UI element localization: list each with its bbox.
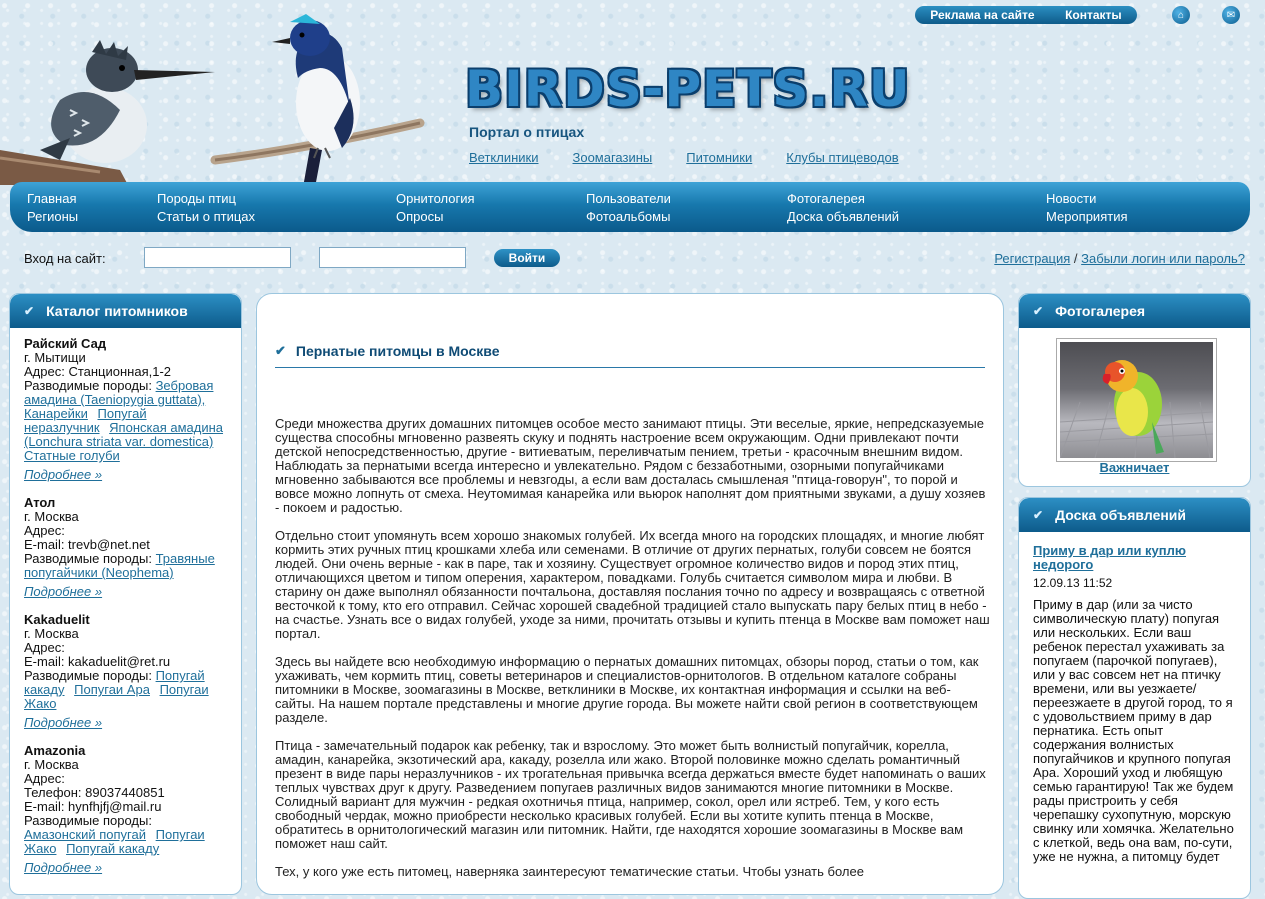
breed-link[interactable]: Попугаи Жако	[24, 827, 205, 856]
contacts-link[interactable]: Контакты	[1065, 8, 1122, 22]
login-password-input[interactable]	[319, 247, 466, 268]
login-bar	[0, 245, 1265, 273]
main-menu	[10, 182, 1250, 232]
nursery-name: Райский Сад	[24, 336, 107, 351]
more-link[interactable]: Подробнее »	[24, 467, 103, 482]
login-username-input[interactable]	[144, 247, 291, 268]
menu-column	[396, 190, 475, 226]
nursery-address: Адрес:	[24, 523, 65, 538]
breed-link[interactable]: Попугай какаду	[24, 668, 205, 697]
top-links-bar	[915, 6, 1137, 24]
site-logo[interactable]: BIRDS-PETS.RU	[465, 60, 911, 118]
menu-column	[586, 190, 671, 226]
breed-link[interactable]: Японская амадина (Lonchura striata var. domestica)	[24, 420, 224, 449]
menu-column	[157, 190, 255, 226]
panel-header	[10, 294, 241, 328]
register-link[interactable]: Регистрация	[994, 251, 1071, 266]
nursery-city: г. Мытищи	[24, 350, 86, 365]
breeds-label: Разводимые породы:	[24, 551, 152, 566]
menu-column	[27, 190, 78, 226]
ad-title-link[interactable]: Приму в дар или куплю недорого	[1033, 543, 1187, 572]
registration-links	[994, 251, 1245, 266]
menu-item-ads-board[interactable]: Доска объявлений	[787, 209, 900, 224]
bird-bullet-icon: ✔	[1033, 304, 1044, 318]
menu-item-photo-albums[interactable]: Фотоальбомы	[586, 209, 671, 224]
more-link[interactable]: Подробнее »	[24, 715, 103, 730]
nursery-address: Адрес:	[24, 771, 65, 786]
nursery-item	[10, 613, 241, 730]
menu-item-users[interactable]: Пользователи	[586, 191, 671, 206]
nursery-city: г. Москва	[24, 757, 79, 772]
breed-link[interactable]: Амазонский попугай	[24, 827, 146, 842]
article-body	[275, 417, 990, 893]
nursery-email: E-mail: hynfhjfj@mail.ru	[24, 799, 162, 814]
article-paragraph: Среди множества других домашних питомцев особое место занимают птицы. Эти веселые, яркие, непредсказуемые существа способны мгновенно развеять скуку и поднять настроение всем окружающим. Одни привлекают почти детской непосредственностью, другие - витиеватым, переливчатым пением, третьи - красочным внешним видом. Наблюдать за пернатыми всегда интересно и увлекательно. Рядом с беззаботными, озорными попугайчиками мгновенно забываются все проблемы и невзгоды, а если вам досталась смышленая "птица-говорун", то порой и вовсе можно лопнуть от смеха. Неутомимая канарейка или вьюрок наполнят дом приятными звуками, а душу хозяев - покоем и радостью.	[275, 416, 986, 515]
ads-title: Доска объявлений	[1055, 507, 1187, 523]
nursery-name: Kakaduelit	[24, 612, 90, 627]
menu-item-regions[interactable]: Регионы	[27, 209, 79, 224]
menu-item-ornithology[interactable]: Орнитология	[396, 191, 475, 206]
menu-item-breeds[interactable]: Породы птиц	[157, 191, 236, 206]
kingfisher-illustration	[0, 40, 230, 185]
article-paragraph: Тех, у кого уже есть питомец, наверняка заинтересуют тематические статьи. Чтобы узнать более	[275, 864, 864, 879]
nursery-breeds	[24, 552, 227, 580]
header-sublinks	[469, 150, 899, 165]
bird-bullet-icon: ✔	[1033, 508, 1044, 522]
breed-link[interactable]: Попугай какаду	[66, 841, 160, 856]
login-button[interactable]: Войти	[494, 249, 560, 267]
more-link[interactable]: Подробнее »	[24, 860, 103, 875]
panel-header	[1019, 294, 1250, 328]
nursery-catalog-panel	[9, 293, 242, 895]
nursery-name: Amazonia	[24, 743, 86, 758]
menu-item-polls[interactable]: Опросы	[396, 209, 444, 224]
menu-item-home[interactable]: Главная	[27, 191, 77, 206]
breed-link[interactable]: Травяные попугайчики (Neophema)	[24, 551, 215, 580]
nursery-email: E-mail: trevb@net.net	[24, 537, 150, 552]
gallery-title: Фотогалерея	[1055, 303, 1146, 319]
breed-link[interactable]: Попугаи Жако	[24, 682, 209, 711]
ads-board-panel	[1018, 497, 1251, 899]
article-header	[275, 334, 985, 368]
bird-bullet-icon: ✔	[275, 342, 286, 358]
photo-gallery-panel	[1018, 293, 1251, 487]
bird-bullet-icon: ✔	[24, 304, 35, 318]
nursery-breeds	[24, 379, 227, 463]
ad-date: 12.09.13 11:52	[1033, 576, 1113, 590]
breeds-label: Разводимые породы:	[24, 668, 152, 683]
site-header	[0, 0, 1265, 185]
breeds-label: Разводимые породы:	[24, 813, 152, 828]
nursery-address: Адрес:	[24, 640, 65, 655]
mail-icon[interactable]: ✉	[1222, 6, 1240, 24]
article-panel	[256, 293, 1004, 895]
more-link[interactable]: Подробнее »	[24, 584, 103, 599]
nursery-list	[10, 337, 241, 875]
breed-link[interactable]: Попугай неразлучник	[24, 406, 147, 435]
nursery-item	[10, 337, 241, 482]
lovebird-image	[1060, 342, 1213, 458]
nursery-phone: Телефон: 89037440851	[24, 785, 165, 800]
lovebird-photo[interactable]	[1060, 342, 1213, 458]
nursery-city: г. Москва	[24, 626, 79, 641]
menu-item-photo-gallery[interactable]: Фотогалерея	[787, 191, 865, 206]
menu-item-events[interactable]: Мероприятия	[1046, 209, 1128, 224]
portal-subtitle: Портал о птицах	[469, 124, 585, 140]
magpie-robin-illustration	[210, 8, 430, 198]
nursery-name: Атол	[24, 495, 56, 510]
nursery-address: Адрес: Станционная,1-2	[24, 364, 172, 379]
breed-link[interactable]: Зебровая амадина (Taeniopygia guttata),	[24, 378, 214, 407]
article-paragraph: Птица - замечательный подарок как ребенку, так и взрослому. Это может быть волнистый попугайчик, корелла, амадин, канарейка, экзотический ара, какаду, розелла или жако. Второй половинке можно сделать романтичный презент в виде пары неразлучников - их трогательная привычка всегда держаться вместе будет напоминать о ваших теплых чувствах друг к другу. Разведением попугаев различных видов занимаются многие питомники в Москве. Солидный вариант для мужчин - редкая охотничья птица, например, сокол, орел или ястреб. Тем, у кого есть свободный чердак, можно приобрести несколько красивых голубей. Если вы хотите купить птенца в Москве, обратитесь в орнитологический магазин или питомник. Найти, где находятся хорошие зоомагазины в Москве вам поможет наш сайт.	[275, 738, 986, 851]
nursery-city: г. Москва	[24, 509, 79, 524]
menu-column	[787, 190, 899, 226]
nursery-item	[10, 744, 241, 875]
nursery-breeds	[24, 669, 227, 711]
advertising-link[interactable]: Реклама на сайте	[930, 8, 1035, 22]
login-label: Вход на сайт:	[24, 251, 106, 266]
panel-header	[1019, 498, 1250, 532]
forgot-password-link[interactable]: Забыли логин или пароль?	[1081, 251, 1245, 266]
menu-item-articles[interactable]: Статьи о птицах	[157, 209, 256, 224]
nursery-email: E-mail: kakaduelit@ret.ru	[24, 654, 171, 669]
ad-text: Приму в дар (или за чисто символическую плату) попугая или нескольких. Если ваш ребенок перестал ухаживать за попугаем (парочкой попугаев), или у вас совсем нет на птичку времени, или вы уезжаете/переезжаете в другой город, то я с удовольствием приму в дар пернатика. Есть опыт содержания волнистых попугайчиков и крупного попугая Ара. Хороший уход и любящую семью гарантирую! Так же будем рады пристроить у себя черепашку сухопутную, морскую свинку или хомячка. Желательно с клеткой, ведь она вам, по-сути, уже не нужна, а питомцу будет	[1033, 597, 1234, 864]
bird-clubs-link[interactable]: Клубы птицеводов	[786, 150, 899, 165]
vet-clinics-link[interactable]: Ветклиники	[469, 150, 539, 165]
catalog-title: Каталог питомников	[46, 303, 188, 319]
article-paragraph: Здесь вы найдете всю необходимую информацию о пернатых домашних питомцах, обзоры пород, статьи о том, как ухаживать, чем кормить птиц, советы ветеринаров и специалистов-орнитологов. В отдельном каталоге собраны питомники в Москве, зоомагазины в Москве, ветклиники в Москве, их контактная информация и ссылки на веб-сайты. На нашем портале представлены и многие другие города. Вы можете найти свой регион в соответствующем разделе.	[275, 654, 979, 725]
nursery-breeds	[24, 814, 227, 856]
article-title: Пернатые питомцы в Москве	[295, 342, 500, 359]
nurseries-link[interactable]: Питомники	[686, 150, 753, 165]
article-paragraph: Отдельно стоит упомянуть всем хорошо знакомых голубей. Их всегда много на городских площадях, и многие любят кормить этих ручных птиц крошками хлеба или семенами. В отличие от других пернатых, голуби совсем не боятся людей. Они очень верные - как в паре, так и хозяину. Существует огромное количество видов и пород этих птиц, отличающихся цветом и типом оперения, характером, повадками. Голубь считается символом мира и любви. В старину он даже выполнял обязанности почтальона, доставляя послания точно по адресу и возвращаясь с ответной весточкой к тому, кто его отправил. Сейчас хорошей свадебной традицией стало выпускать пару белых птиц в небо - на счастье. Узнать все о видах голубей, уходе за ними, прочитать отзывы и купить птенца в Москве вам поможет наш портал.	[275, 528, 990, 641]
menu-column	[1046, 190, 1128, 226]
gallery-photo-frame[interactable]	[1056, 338, 1217, 462]
breeds-label: Разводимые породы:	[24, 378, 152, 393]
photo-caption-link[interactable]: Важничает	[1099, 460, 1170, 475]
link-separator: /	[1070, 251, 1082, 266]
pet-shops-link[interactable]: Зоомагазины	[572, 150, 653, 165]
breed-link[interactable]: Канарейки	[24, 406, 88, 421]
breed-link[interactable]: Попугаи Ара	[74, 682, 150, 697]
breed-link[interactable]: Статные голуби	[24, 448, 120, 463]
nursery-item	[10, 496, 241, 599]
home-icon[interactable]: ⌂	[1172, 6, 1190, 24]
menu-item-news[interactable]: Новости	[1046, 191, 1097, 206]
